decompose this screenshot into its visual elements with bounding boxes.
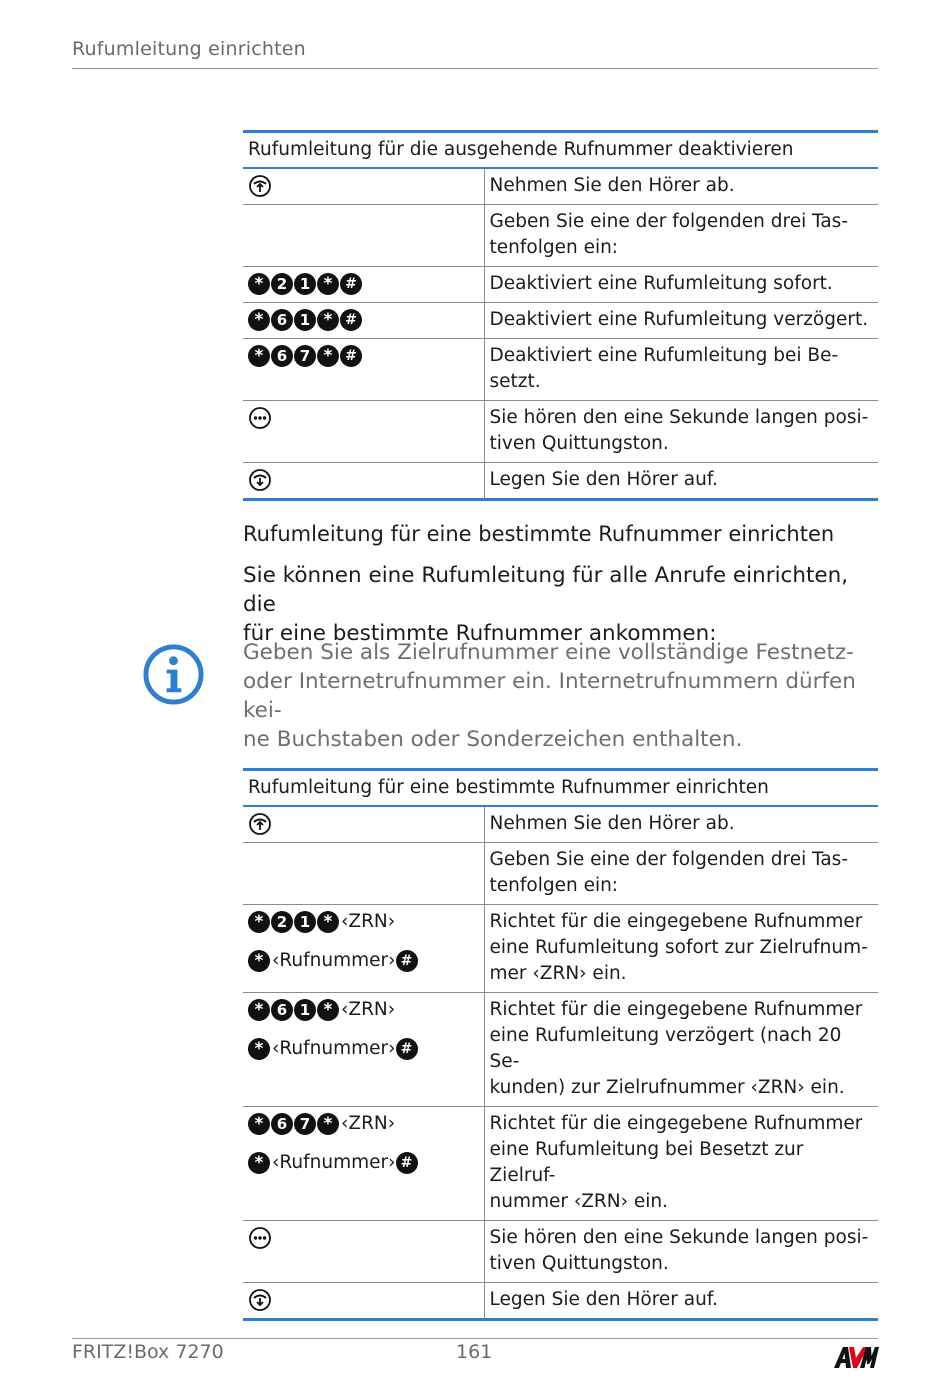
key-sequence — [248, 1111, 479, 1137]
key-hash-icon: # — [340, 273, 362, 295]
key-digit-icon: 7 — [294, 1113, 316, 1135]
description-cell: Richtet für die eingegebene Rufnummer eine Rufumleitung sofort zur Zielrufnum- mer ‹ZRN› ein. — [484, 905, 878, 993]
description-cell: Nehmen Sie den Hörer ab. — [484, 168, 878, 205]
handset-lift-icon — [248, 812, 272, 836]
key-digit-icon: 6 — [271, 1113, 293, 1135]
key-digit-icon: 1 — [294, 309, 316, 331]
key-star-icon: * — [248, 1113, 270, 1135]
info-note: Geben Sie als Zielrufnummer eine vollständige Festnetz- oder Internetrufnummer ein. Internetrufnummern dürfen kei- ne Buchstaben oder Sonderzeichen enthalten. — [243, 640, 856, 752]
code-cell — [243, 993, 484, 1107]
code-cell — [243, 401, 484, 463]
code-line — [248, 1225, 479, 1251]
table-row — [243, 806, 878, 843]
table-row — [243, 463, 878, 500]
code-cell — [243, 843, 484, 905]
table-row — [243, 905, 878, 993]
key-star-icon: * — [248, 309, 270, 331]
description-cell: Deaktiviert eine Rufumleitung verzögert. — [484, 303, 878, 339]
footer-product: FRITZ!Box 7270 — [72, 1341, 224, 1363]
table-row — [243, 1107, 878, 1221]
key-star-icon: * — [248, 1038, 270, 1060]
confirmation-tone-icon — [248, 406, 272, 430]
description-cell: Richtet für die eingegebene Rufnummer eine Rufumleitung bei Besetzt zur Zielruf- nummer ‹ZRN› ein. — [484, 1107, 878, 1221]
code-cell — [243, 1221, 484, 1283]
table-row — [243, 168, 878, 205]
table-title: Rufumleitung für eine bestimmte Rufnummer einrichten — [243, 770, 878, 807]
description-cell: Richtet für die eingegebene Rufnummer eine Rufumleitung verzögert (nach 20 Se- kunden) zur Zielrufnummer ‹ZRN› ein. — [484, 993, 878, 1107]
table-title: Rufumleitung für die ausgehende Rufnummer deaktivieren — [243, 132, 878, 169]
code-line — [248, 173, 479, 199]
code-line — [248, 1287, 479, 1313]
description-cell: Deaktiviert eine Rufumleitung sofort. — [484, 267, 878, 303]
key-star-icon: * — [317, 911, 339, 933]
key-hash-icon: # — [396, 1152, 418, 1174]
description-cell: Legen Sie den Hörer auf. — [489, 469, 718, 490]
key-digit-icon: 2 — [271, 273, 293, 295]
key-star-icon: * — [317, 345, 339, 367]
footer-rule — [72, 1338, 878, 1339]
key-star-icon: * — [317, 273, 339, 295]
key-star-icon: * — [248, 950, 270, 972]
table-row — [243, 843, 878, 905]
code-cell — [243, 1283, 484, 1320]
running-head-title: Rufumleitung einrichten — [72, 38, 306, 60]
table-setup-specific — [243, 768, 878, 1321]
code-cell — [243, 168, 484, 205]
rufnummer-placeholder: ‹Rufnummer› — [272, 1038, 396, 1059]
key-star-icon: * — [248, 1152, 270, 1174]
description-cell: Geben Sie eine der folgenden drei Tas- tenfolgen ein: — [484, 205, 878, 267]
rufnummer-placeholder: ‹Rufnummer› — [272, 950, 396, 971]
key-sequence — [248, 997, 479, 1023]
table-row — [243, 267, 878, 303]
info-icon — [142, 643, 205, 706]
key-star-icon: * — [317, 309, 339, 331]
table-header-row — [243, 132, 878, 169]
zrn-placeholder: ‹ZRN› — [341, 911, 396, 932]
key-digit-icon: 6 — [271, 999, 293, 1021]
code-cell — [243, 267, 484, 303]
rufnummer-placeholder: ‹Rufnummer› — [272, 1152, 396, 1173]
key-hash-icon: # — [396, 950, 418, 972]
confirmation-tone-icon — [248, 1226, 272, 1250]
key-star-icon: * — [248, 999, 270, 1021]
table-row — [243, 205, 878, 267]
key-star-icon: * — [317, 999, 339, 1021]
table-row — [243, 339, 878, 401]
zrn-placeholder: ‹ZRN› — [341, 999, 396, 1020]
description-cell: Sie hören den eine Sekunde langen posi- tiven Quittungston. — [484, 1221, 878, 1283]
key-digit-icon: 1 — [294, 273, 316, 295]
handset-hangup-icon — [248, 468, 272, 492]
key-star-icon: * — [248, 911, 270, 933]
key-star-icon: * — [248, 345, 270, 367]
description-cell: Deaktiviert eine Rufumleitung bei Be- setzt. — [484, 339, 878, 401]
code-cell — [243, 463, 484, 500]
running-head — [72, 38, 878, 69]
key-digit-icon: 2 — [271, 911, 293, 933]
key-hash-icon: # — [396, 1038, 418, 1060]
avm-logo — [833, 1344, 879, 1369]
code-cell — [243, 1107, 484, 1221]
code-cell — [243, 905, 484, 993]
key-star-icon: * — [248, 273, 270, 295]
code-cell — [243, 205, 484, 267]
key-hash-icon: # — [340, 309, 362, 331]
key-sequence — [248, 1036, 479, 1062]
key-digit-icon: 1 — [294, 911, 316, 933]
table-header-row — [243, 770, 878, 807]
key-digit-icon: 6 — [271, 345, 293, 367]
key-sequence — [248, 271, 479, 297]
description-cell: Geben Sie eine der folgenden drei Tas- tenfolgen ein: — [484, 843, 878, 905]
key-sequence — [248, 909, 479, 935]
description-cell: Nehmen Sie den Hörer ab. — [484, 806, 878, 843]
key-star-icon: * — [317, 1113, 339, 1135]
key-sequence — [248, 1150, 479, 1176]
key-hash-icon: # — [340, 345, 362, 367]
table-deactivate — [243, 130, 878, 501]
table-row — [243, 401, 878, 463]
handset-lift-icon — [248, 174, 272, 198]
table-row — [243, 993, 878, 1107]
key-sequence — [248, 948, 479, 974]
description-cell: Legen Sie den Hörer auf. — [489, 1289, 718, 1310]
key-sequence — [248, 307, 479, 333]
code-line — [248, 811, 479, 837]
key-digit-icon: 6 — [271, 309, 293, 331]
page-number: 161 — [456, 1341, 493, 1363]
description-cell: Sie hören den eine Sekunde langen posi- tiven Quittungston. — [484, 401, 878, 463]
table-row — [243, 303, 878, 339]
code-cell — [243, 806, 484, 843]
code-line — [248, 405, 479, 431]
section-heading: Rufumleitung für eine bestimmte Rufnummer einrichten — [243, 522, 835, 546]
code-cell — [243, 339, 484, 401]
section-intro: Sie können eine Rufumleitung für alle Anrufe einrichten, die für eine bestimmte Rufnummer ankommen: — [243, 563, 849, 646]
table-row — [243, 1283, 878, 1320]
key-sequence — [248, 343, 479, 369]
key-digit-icon: 1 — [294, 999, 316, 1021]
code-cell — [243, 303, 484, 339]
handset-hangup-icon — [248, 1288, 272, 1312]
code-line — [248, 467, 479, 493]
key-digit-icon: 7 — [294, 345, 316, 367]
table-row — [243, 1221, 878, 1283]
zrn-placeholder: ‹ZRN› — [341, 1113, 396, 1134]
